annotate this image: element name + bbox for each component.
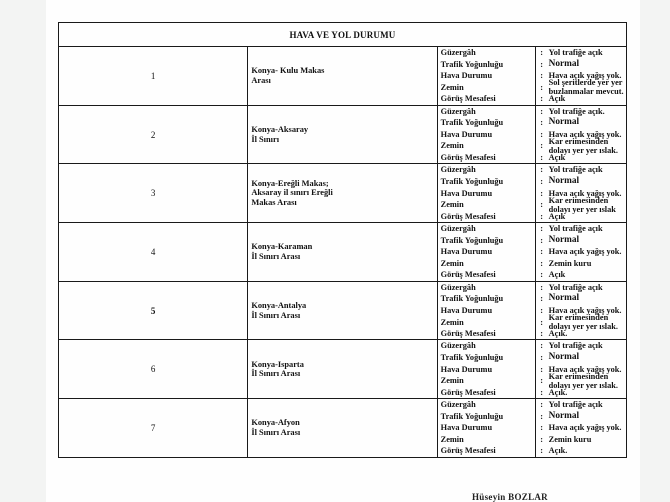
route-label: Güzergâh [438, 164, 536, 175]
weather-line [438, 246, 626, 258]
route-label: Güzergâh [438, 106, 536, 117]
separator: : [540, 306, 544, 315]
row-details [437, 105, 626, 164]
route-status-line [438, 282, 626, 293]
route-status-value: Yol trafiğe açık [548, 341, 603, 351]
route-name [248, 340, 437, 399]
table-row [59, 105, 627, 164]
separator: : [540, 282, 544, 292]
route-status-line [438, 223, 626, 234]
row-number: 2 [59, 105, 248, 164]
weather-label: Hava Durumu [438, 422, 536, 434]
visibility-value: Açık. [548, 329, 568, 339]
route-label: Güzergâh [438, 340, 536, 351]
route-name-line: Makas Arası [251, 197, 297, 207]
separator: : [540, 341, 544, 351]
separator: : [540, 141, 544, 151]
route-name [248, 223, 437, 282]
traffic-value: Normal [548, 58, 580, 69]
separator: : [540, 118, 544, 128]
row-details [437, 47, 626, 106]
separator: : [540, 352, 544, 362]
separator: : [540, 224, 544, 234]
route-name-line: Konya-Aksaray [251, 125, 309, 135]
traffic-label: Trafik Yoğunluğu [438, 410, 536, 422]
separator: : [540, 434, 544, 444]
visibility-label: Görüş Mesafesi [438, 269, 536, 281]
route-name-line: İl Sınırı [251, 134, 280, 144]
traffic-label: Trafik Yoğunluğu [438, 58, 536, 70]
traffic-line [438, 410, 626, 422]
route-status-line [438, 47, 626, 58]
table-row [59, 164, 627, 223]
weather-value: Hava açık yağış yok. [548, 129, 622, 139]
route-status-line [438, 399, 626, 410]
route-label: Güzergâh [438, 47, 536, 58]
visibility-label: Görüş Mesafesi [438, 152, 536, 164]
separator: : [540, 176, 544, 186]
row-details [437, 399, 626, 458]
visibility-line [438, 152, 626, 164]
ground-label: Zemin [438, 316, 536, 328]
weather-label: Hava Durumu [438, 187, 536, 199]
row-number: 4 [59, 223, 248, 282]
visibility-value: Açık [548, 211, 566, 221]
route-status-value: Yol trafiğe açık [548, 224, 603, 234]
route-label: Güzergâh [438, 282, 536, 293]
route-name [248, 281, 437, 340]
route-name [248, 105, 437, 164]
visibility-label: Görüş Mesafesi [438, 93, 536, 105]
route-status-line [438, 164, 626, 175]
weather-label: Hava Durumu [438, 363, 536, 375]
ground-line [438, 434, 626, 446]
weather-road-table [58, 22, 627, 458]
ground-line [438, 136, 626, 155]
ground-value: Kar erimesinden dolayı yer yer ıslak. [548, 371, 618, 390]
separator: : [540, 446, 544, 456]
visibility-line [438, 445, 626, 457]
ground-line [438, 371, 626, 390]
route-status-value: Yol trafiğe açık [548, 282, 603, 292]
traffic-label: Trafik Yoğunluğu [438, 293, 536, 305]
table-row [59, 281, 627, 340]
route-name [248, 47, 437, 106]
route-name-line: İl Sınırı Arası [251, 251, 301, 261]
traffic-line [438, 234, 626, 246]
route-name [248, 164, 437, 223]
traffic-value: Normal [548, 293, 580, 304]
visibility-value: Açık [548, 270, 566, 280]
traffic-line [438, 58, 626, 70]
separator: : [540, 129, 544, 139]
weather-line [438, 422, 626, 434]
weather-value: Hava açık yağış yok. [548, 364, 622, 374]
route-name-line: İl Sınırı Arası [251, 427, 301, 437]
route-status-line [438, 106, 626, 117]
visibility-line [438, 386, 626, 398]
ground-value: Sol şeritlerde yer yer buzlanmalar mevcut. [548, 78, 624, 97]
ground-line [438, 78, 626, 97]
weather-value: Hava açık yağış yok. [548, 188, 622, 198]
separator: : [540, 94, 544, 104]
ground-label: Zemin [438, 375, 536, 387]
separator: : [540, 376, 544, 386]
visibility-value: Açık. [548, 387, 568, 397]
ground-value: Kar erimesinden dolayı yer yer ıslak [548, 195, 616, 214]
table-title: HAVA VE YOL DURUMU [59, 23, 627, 47]
weather-label: Hava Durumu [438, 305, 536, 317]
route-status-value: Yol trafiğe açık. [548, 106, 605, 116]
ground-label: Zemin [438, 199, 536, 211]
traffic-value: Normal [548, 234, 580, 245]
traffic-label: Trafik Yoğunluğu [438, 175, 536, 187]
row-number: 3 [59, 164, 248, 223]
traffic-label: Trafik Yoğunluğu [438, 351, 536, 363]
route-name-line: Konya-Antalya [251, 301, 307, 311]
row-number: 5 [59, 281, 248, 340]
separator: : [540, 400, 544, 410]
traffic-label: Trafik Yoğunluğu [438, 117, 536, 129]
table-row [59, 340, 627, 399]
visibility-label: Görüş Mesafesi [438, 386, 536, 398]
ground-value: Kar erimesinden dolayı yer yer ıslak. [548, 313, 618, 331]
route-name-line: Konya-Ereğli Makas; [251, 178, 329, 188]
separator: : [540, 82, 544, 92]
separator: : [540, 188, 544, 198]
route-name-line: Konya-Karaman [251, 242, 313, 252]
separator: : [540, 235, 544, 245]
separator: : [540, 258, 544, 268]
route-name-line: Arası [251, 75, 271, 85]
separator: : [540, 48, 544, 57]
weather-label: Hava Durumu [438, 246, 536, 258]
traffic-label: Trafik Yoğunluğu [438, 234, 536, 246]
visibility-value: Açık. [548, 446, 568, 456]
document-page [46, 0, 640, 502]
weather-value: Hava açık yağış yok. [548, 71, 622, 81]
visibility-line [438, 269, 626, 281]
separator: : [540, 329, 544, 339]
separator: : [540, 364, 544, 374]
separator: : [540, 211, 544, 221]
weather-value: Hava açık yağış yok. [548, 306, 622, 315]
separator: : [540, 270, 544, 280]
ground-label: Zemin [438, 434, 536, 446]
ground-value: Zemin kuru [548, 258, 592, 268]
traffic-value: Normal [548, 410, 580, 421]
route-label: Güzergâh [438, 399, 536, 410]
row-details [437, 340, 626, 399]
weather-value: Hava açık yağış yok. [548, 247, 622, 257]
route-status-value: Yol trafiğe açık [548, 165, 603, 175]
signature-name: Hüseyin BOZLAR [472, 492, 548, 502]
ground-label: Zemin [438, 258, 536, 270]
traffic-line [438, 351, 626, 363]
separator: : [540, 106, 544, 116]
row-number: 7 [59, 399, 248, 458]
route-name-line: Aksaray il sınırı Ereğli [251, 188, 333, 198]
traffic-value: Normal [548, 351, 580, 362]
separator: : [540, 247, 544, 257]
route-status-value: Yol trafiğe açık [548, 48, 603, 57]
route-name-line: İl Sınırı Arası [251, 310, 301, 320]
separator: : [540, 387, 544, 397]
visibility-label: Görüş Mesafesi [438, 445, 536, 457]
ground-label: Zemin [438, 140, 536, 152]
separator: : [540, 165, 544, 175]
traffic-value: Normal [548, 175, 580, 186]
weather-label: Hava Durumu [438, 129, 536, 141]
ground-line [438, 258, 626, 270]
ground-value: Zemin kuru [548, 434, 592, 444]
visibility-value: Açık [548, 153, 566, 163]
separator: : [540, 411, 544, 421]
route-name-line: Konya-Afyon [251, 418, 300, 428]
weather-label: Hava Durumu [438, 70, 536, 82]
traffic-line [438, 117, 626, 129]
row-details [437, 164, 626, 223]
separator: : [540, 153, 544, 163]
traffic-value: Normal [548, 117, 580, 128]
visibility-label: Görüş Mesafesi [438, 210, 536, 222]
table-row [59, 47, 627, 106]
route-label: Güzergâh [438, 223, 536, 234]
ground-line [438, 195, 626, 214]
route-name-line: İl Sınırı Arası [251, 369, 301, 379]
separator: : [540, 294, 544, 304]
route-status-line [438, 340, 626, 351]
ground-line [438, 313, 626, 331]
separator: : [540, 317, 544, 327]
route-name [248, 399, 437, 458]
row-number: 1 [59, 47, 248, 106]
separator: : [540, 200, 544, 210]
visibility-line [438, 328, 626, 340]
route-name-line: Konya-Isparta [251, 359, 304, 369]
row-details [437, 223, 626, 282]
visibility-line [438, 210, 626, 222]
row-number: 6 [59, 340, 248, 399]
separator: : [540, 71, 544, 81]
visibility-label: Görüş Mesafesi [438, 328, 536, 340]
ground-label: Zemin [438, 82, 536, 94]
traffic-line [438, 175, 626, 187]
separator: : [540, 59, 544, 69]
weather-value: Hava açık yağış yok. [548, 423, 622, 433]
visibility-value: Açık [548, 94, 566, 104]
separator: : [540, 423, 544, 433]
route-name-line: Konya- Kulu Makas [251, 66, 325, 76]
traffic-line [438, 293, 626, 305]
table-row [59, 399, 627, 458]
visibility-line [438, 93, 626, 105]
route-status-value: Yol trafiğe açık [548, 400, 603, 410]
ground-value: Kar erimesinden dolayı yer yer ıslak. [548, 136, 618, 155]
table-row [59, 223, 627, 282]
row-details [437, 281, 626, 340]
